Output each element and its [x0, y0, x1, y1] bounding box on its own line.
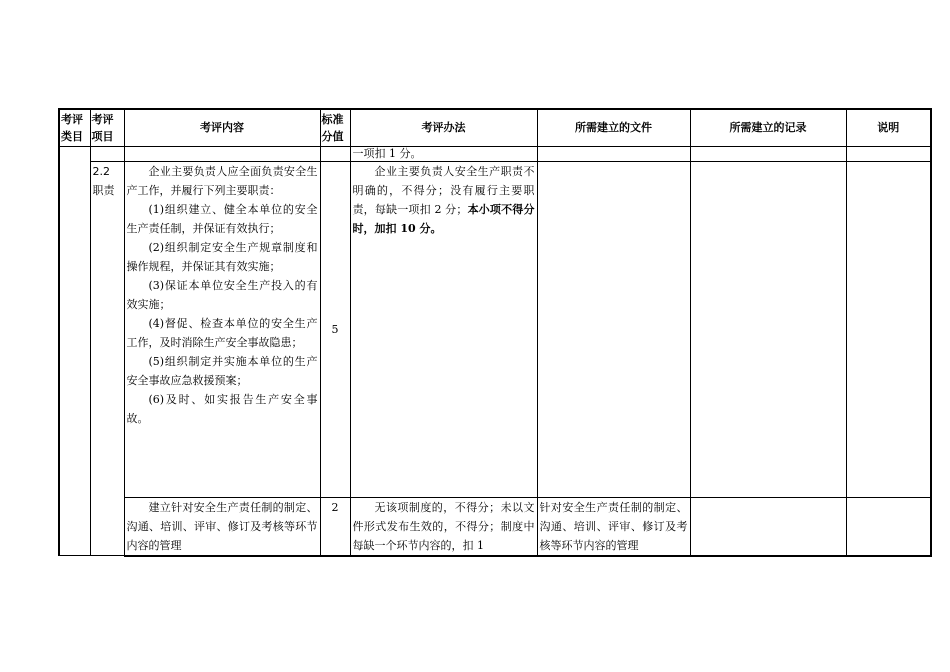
- duty-item: (1)组织建立、健全本单位的安全生产责任制，并保证有效执行；: [126, 202, 318, 235]
- table-row: [59, 146, 931, 161]
- header-method: 考评办法: [350, 109, 537, 146]
- content-cell: [124, 161, 320, 497]
- score-cell: [320, 146, 350, 161]
- notes-cell: [846, 497, 931, 556]
- duty-item: (6)及时、如实报告生产安全事故。: [126, 392, 318, 425]
- header-files: 所需建立的文件: [537, 109, 690, 146]
- header-content: 考评内容: [124, 109, 320, 146]
- score-cell: 5: [320, 161, 350, 497]
- header-score: 标准分值: [320, 109, 350, 146]
- header-notes: 说明: [846, 109, 931, 146]
- item-cell: 2.2 职责: [90, 161, 124, 556]
- records-cell: [690, 497, 846, 556]
- records-cell: [690, 161, 846, 497]
- duty-item: (3)保证本单位安全生产投入的有效实施；: [126, 278, 318, 311]
- duty-item: (5)组织制定并实施本单位的生产安全事故应急救援预案；: [126, 354, 318, 387]
- method-penalty-text: 本小项不得分时，加扣 10 分。: [352, 202, 535, 235]
- content-intro: 企业主要负责人应全面负责安全生产工作，并履行下列主要职责：: [126, 164, 318, 197]
- method-text: 企业主要负责人安全生产职责不明确的，不得分；没有履行主要职责，每缺一项扣 2 分；: [352, 164, 535, 216]
- records-cell: [690, 146, 846, 161]
- notes-cell: [846, 146, 931, 161]
- method-cell: [350, 161, 537, 497]
- category-cell: [59, 146, 90, 556]
- assessment-table: [58, 108, 932, 557]
- item-cell: [90, 146, 124, 161]
- table-row: [59, 161, 931, 497]
- method-cell: 无该项制度的，不得分；未以文件形式发布生效的，不得分；制度中每缺一个环节内容的，扣 1: [350, 497, 537, 556]
- header-row: [59, 109, 931, 146]
- table-row: [59, 497, 931, 556]
- notes-cell: [846, 161, 931, 497]
- files-cell: [537, 146, 690, 161]
- duty-item: (4)督促、检查本单位的安全生产工作，及时消除生产安全事故隐患；: [126, 316, 318, 349]
- duty-item: (2)组织制定安全生产规章制度和操作规程，并保证其有效实施；: [126, 240, 318, 273]
- score-cell: 2: [320, 497, 350, 556]
- header-category: 考评类目: [59, 109, 90, 146]
- header-records: 所需建立的记录: [690, 109, 846, 146]
- content-cell: 建立针对安全生产责任制的制定、沟通、培训、评审、修订及考核等环节内容的管理: [124, 497, 320, 556]
- files-cell: 针对安全生产责任制的制定、沟通、培训、评审、修订及考核等环节内容的管理: [537, 497, 690, 556]
- method-cell: 一项扣 1 分。: [350, 146, 537, 161]
- header-item: 考评项目: [90, 109, 124, 146]
- files-cell: [537, 161, 690, 497]
- content-cell: [124, 146, 320, 161]
